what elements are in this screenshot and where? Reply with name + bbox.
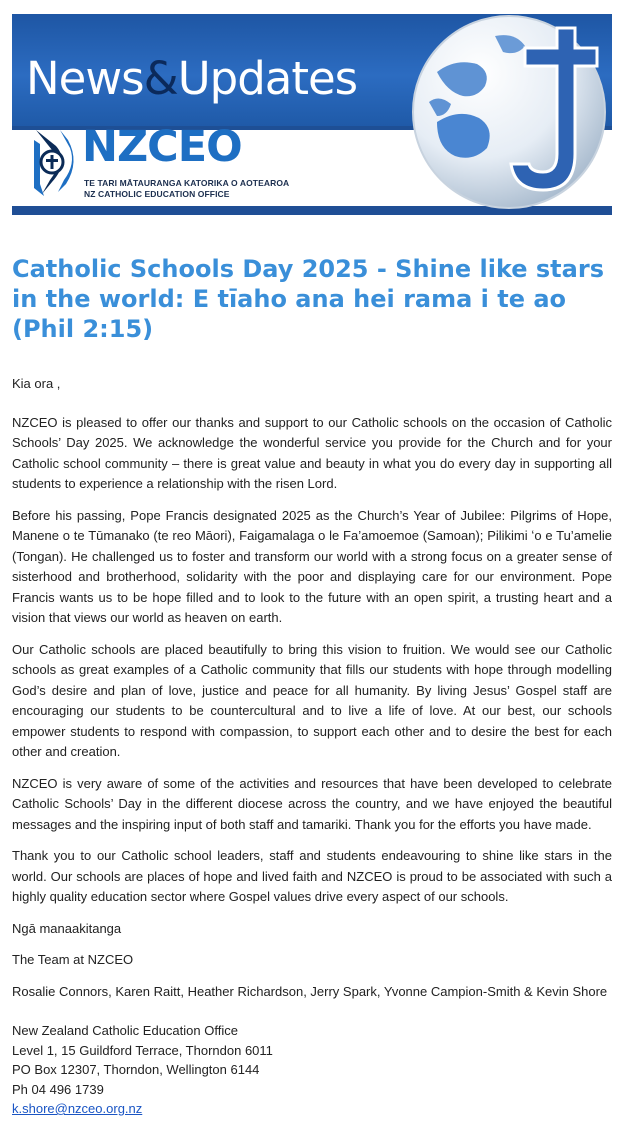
logo-wordmark: NZCEO <box>82 122 242 172</box>
closing-line: Ngā manaakitanga <box>12 920 122 936</box>
banner-title-ampersand: & <box>143 52 178 105</box>
logo-subtitle-maori: TE TARI MĀTAURANGA KATORIKA O AOTEAROA <box>84 178 290 188</box>
greeting: Kia ora , <box>12 376 61 391</box>
body-paragraph: Thank you to our Catholic school leaders, staff and students endeavouring to shine like stars in the world. Our schools are places of hope and lived faith and NZCEO is proud to be associated with such a highly quality education sector where Gospel values drive every aspect of our schools. <box>12 848 612 904</box>
body-paragraph: NZCEO is very aware of some of the activities and resources that have been developed to celebrate Catholic Schools’ Day in the different diocese across the country, and we have enjoyed the beautiful messages and the inspiring input of both staff and tamariki. Thank you for the efforts you have made. <box>12 775 612 832</box>
page-headline: Catholic Schools Day 2025 - Shine like stars in the world: E tīaho ana hei rama i te ao (Phil 2:15) <box>12 255 604 343</box>
body-paragraph: Before his passing, Pope Francis designated 2025 as the Church’s Year of Jubilee: Pilgrims of Hope, Manene o te Tūmanako (te reo Māori), Faigamalaga o le Fa’amoemoe (Samoan); Pilikimi ʻo e Tu’amelie (Tongan). He challenged us to foster and transform our world with a strong focus on a greater sense of sisterhood and brotherhood, solidarity with the poor and displaying care for our environment. Pope Francis wants us to be hope filled and to look to the future with an open spirit, a trusting heart and a vision that views our world as heaven on earth. <box>12 507 612 625</box>
nzceo-logo <box>30 122 290 204</box>
globe-cross-icon <box>407 14 612 215</box>
address-org: New Zealand Catholic Education Office <box>12 1023 238 1038</box>
team-signature: The Team at NZCEO <box>12 952 134 967</box>
contact-address <box>12 1021 612 1119</box>
news-updates-banner <box>12 14 612 215</box>
email-link[interactable]: k.shore@nzceo.org.nz <box>12 1101 143 1116</box>
banner-title-part2: Updates <box>177 52 358 105</box>
staff-names: Rosalie Connors, Karen Raitt, Heather Richardson, Jerry Spark, Yvonne Campion-Smith & Kevin Shore <box>12 983 608 999</box>
koru-cross-logo-icon <box>30 122 80 202</box>
body-paragraph: Our Catholic schools are placed beautifully to bring this vision to fruition. We would see our Catholic schools as great examples of a Catholic community that fills our students with hope through modelling God’s desire and plan of love, justice and peace for all humanity. By living Jesus’ Gospel staff are encouraging our students to be countercultural and to live a life of love. At our best, our schools empower students to respond with compassion, to support each other and to desire the best for each other and creation. <box>12 641 612 759</box>
banner-title <box>26 52 358 105</box>
message-body <box>12 374 612 1013</box>
body-paragraph: NZCEO is pleased to offer our thanks and support to our Catholic schools on the occasion of Catholic Schools’ Day 2025. We acknowledge the wonderful service you provide for the Church and for your Catholic school community – there is great value and beauty in what you do every day in supporting all students to experience a relationship with the risen Lord. <box>12 414 612 491</box>
address-line2: PO Box 12307, Thorndon, Wellington 6144 <box>12 1062 260 1077</box>
banner-title-part1: News <box>26 52 144 105</box>
address-line1: Level 1, 15 Guildford Terrace, Thorndon 6011 <box>12 1042 273 1058</box>
logo-subtitle-english: NZ CATHOLIC EDUCATION OFFICE <box>84 189 230 199</box>
address-phone: Ph 04 496 1739 <box>12 1081 104 1097</box>
